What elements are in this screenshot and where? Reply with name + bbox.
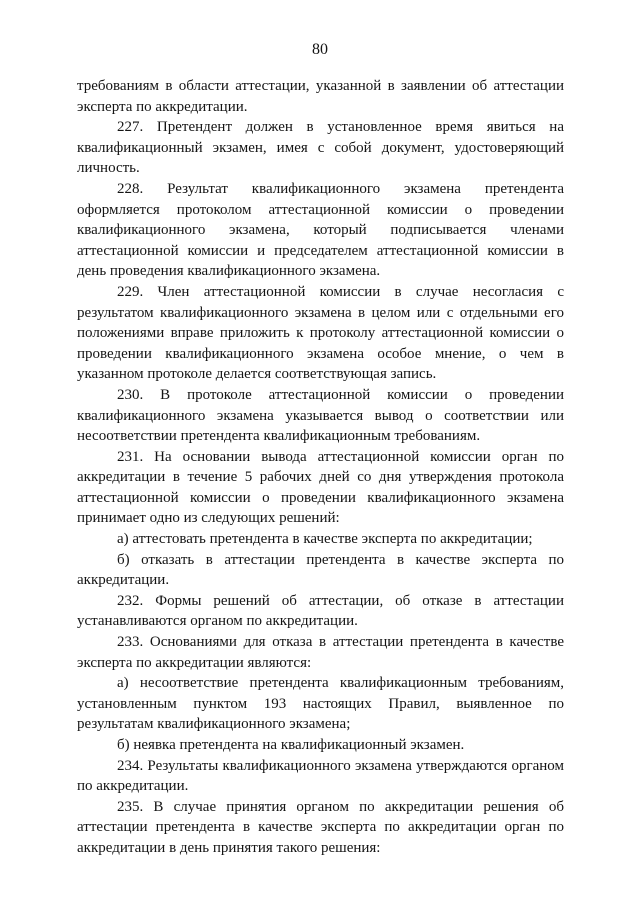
paragraph-234: 234. Результаты квалификационного экзамена утверждаются органом по аккредитации. bbox=[77, 757, 564, 795]
paragraph-231: 231. На основании вывода аттестационной комиссии орган по аккредитации в течение 5 рабочих дней со дня утверждения протокола аттестационной комиссии о проведении квалификационного экзамена принимает одно из следующих решений: bbox=[77, 448, 564, 527]
paragraph-231-item-b: б) отказать в аттестации претендента в качестве эксперта по аккредитации. bbox=[77, 551, 564, 589]
paragraph-235: 235. В случае принятия органом по аккредитации решения об аттестации претендента в качестве эксперта по аккредитации орган по аккредитации в день принятия такого решения: bbox=[77, 798, 564, 856]
document-body bbox=[77, 76, 564, 859]
paragraph-232: 232. Формы решений об аттестации, об отказе в аттестации устанавливаются органом по аккредитации. bbox=[77, 592, 564, 630]
paragraph-229: 229. Член аттестационной комиссии в случае несогласия с результатом квалификационного экзамена в целом или с отдельными его положениями вправе приложить к протоколу аттестационной комиссии о проведении квалификационного экзамена особое мнение, о чем в указанном протоколе делается соответствующая запись. bbox=[77, 283, 564, 383]
paragraph-230: 230. В протоколе аттестационной комиссии о проведении квалификационного экзамена указывается вывод о соответствии или несоответствии претендента квалификационным требованиям. bbox=[77, 386, 564, 445]
paragraph-continuation: требованиям в области аттестации, указанной в заявлении об аттестации эксперта по аккредитации. bbox=[77, 78, 564, 115]
page-number: 80 bbox=[312, 41, 328, 58]
paragraph-228: 228. Результат квалификационного экзамена претендента оформляется протоколом аттестационной комиссии о проведении квалификационного экзамена, который подписывается членами аттестационной комиссии и председателем аттестационной комиссии в день проведения квалификационного экзамена. bbox=[77, 180, 564, 280]
paragraph-227: 227. Претендент должен в установленное время явиться на квалификационный экзамен, имея с собой документ, удостоверяющий личность. bbox=[77, 119, 564, 177]
paragraph-233-item-a: а) несоответствие претендента квалификационным требованиям, установленным пунктом 193 настоящих Правил, выявленное по результатам квалификационного экзамена; bbox=[77, 675, 564, 733]
paragraph-231-item-a: а) аттестовать претендента в качестве эксперта по аккредитации; bbox=[117, 531, 533, 548]
paragraph-233: 233. Основаниями для отказа в аттестации претендента в качестве эксперта по аккредитации являются: bbox=[77, 634, 564, 671]
paragraph-233-item-b: б) неявка претендента на квалификационный экзамен. bbox=[117, 737, 465, 753]
